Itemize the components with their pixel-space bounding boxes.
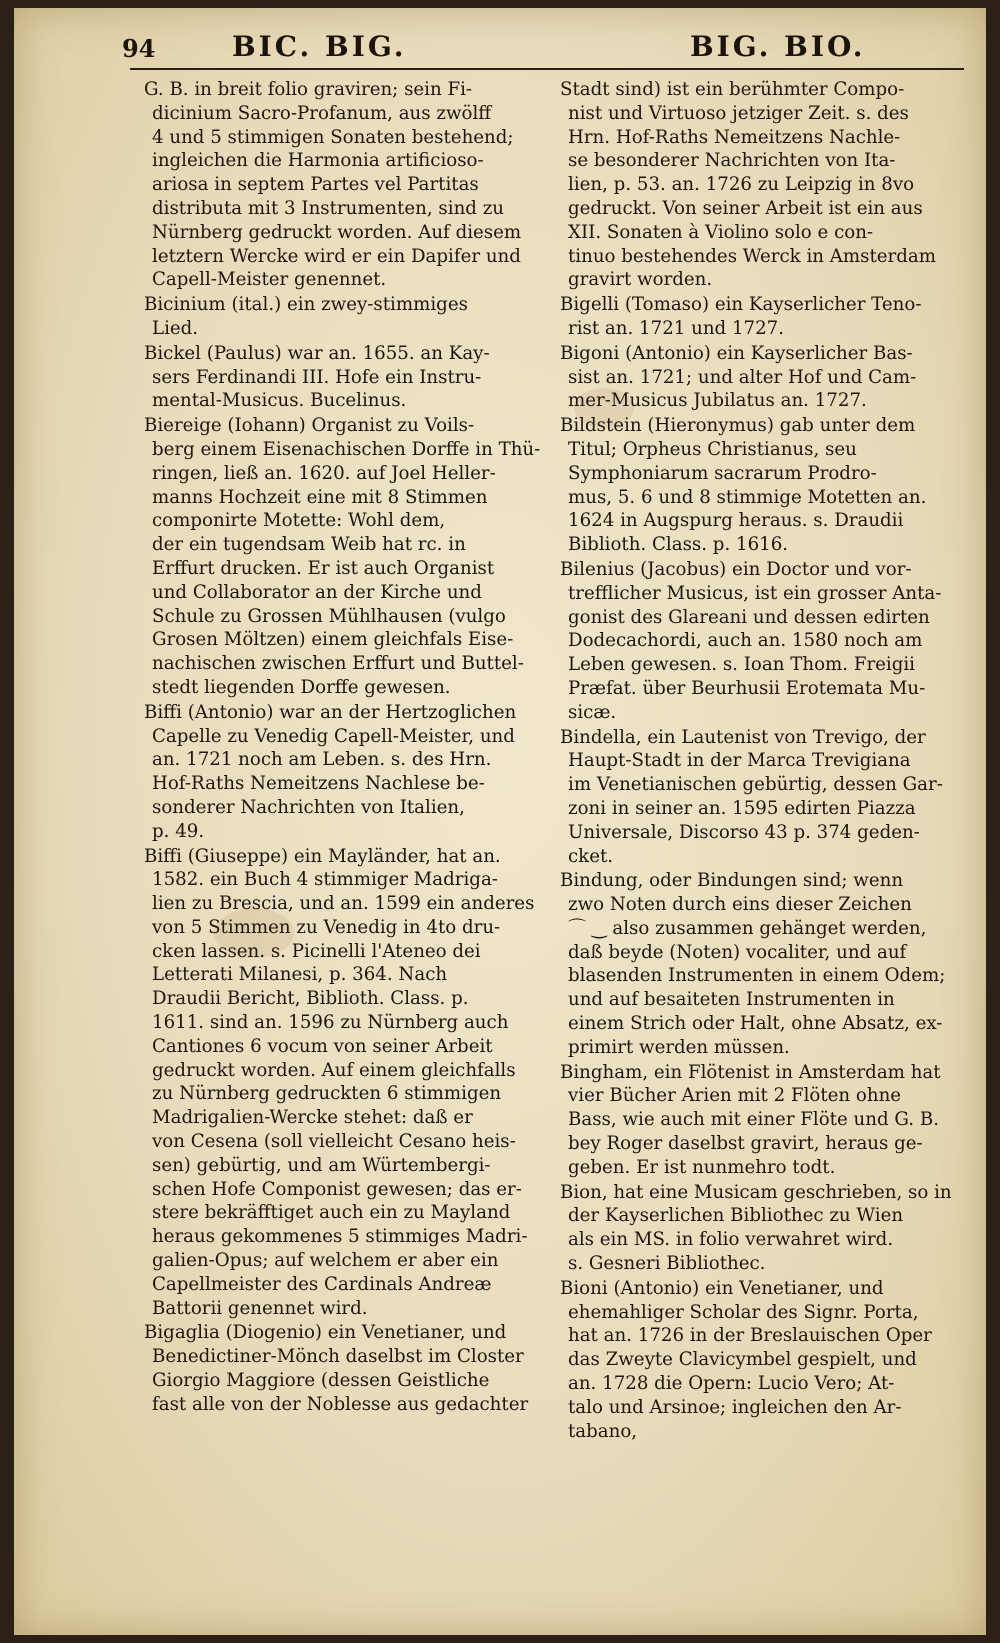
entry-line: einem Strich oder Halt, ohne Absatz, ex- <box>568 1013 943 1035</box>
entry-line: cket. <box>568 845 614 867</box>
entry-line: nachischen zwischen Erffurt und Buttel- <box>152 653 524 675</box>
entry-line: Bindung, oder Bindungen sind; wenn <box>560 870 904 892</box>
entry-line: talo und Arsinoe; ingleichen den Ar- <box>568 1396 902 1418</box>
dictionary-entry <box>144 414 546 700</box>
entry-line: Lied. <box>152 317 199 339</box>
dictionary-entry <box>560 726 970 869</box>
entry-line: Grosen Möltzen) einem gleichfals Eise- <box>152 629 514 651</box>
entry-line: sicæ. <box>568 701 617 723</box>
entry-line: Bion, hat eine Musicam geschrieben, so in <box>560 1181 952 1203</box>
entry-line: gedruckt worden. Auf einem gleichfalls <box>152 1059 516 1081</box>
entry-line: tinuo bestehendes Werck in Amsterdam <box>568 245 936 267</box>
entry-line: Madrigalien-Wercke stehet: daß er <box>152 1107 473 1129</box>
entry-line: das Zweyte Clavicymbel gespielt, und <box>568 1349 917 1371</box>
entry-line: Dodecachordi, auch an. 1580 noch am <box>568 630 923 652</box>
entry-line: Stadt sind) ist ein berühmter Compo- <box>560 79 905 100</box>
entry-line: Bigaglia (Diogenio) ein Venetianer, und <box>144 1322 507 1344</box>
entry-line: sonderer Nachrichten von Italien, <box>152 796 465 818</box>
entry-line: ariosa in septem Partes vel Partitas <box>152 174 479 196</box>
entry-line: als ein MS. in folio verwahret wird. <box>568 1229 894 1251</box>
dictionary-entry <box>560 558 970 725</box>
page-number: 94 <box>122 34 156 63</box>
dictionary-entry <box>560 78 970 292</box>
entry-line: und auf besaiteten Instrumenten in <box>568 989 895 1011</box>
right-running-head: BIG. BIO. <box>690 30 866 63</box>
entry-line: stedt liegenden Dorffe gewesen. <box>152 676 451 698</box>
dictionary-entry <box>560 1277 970 1444</box>
entry-line: mus, 5. 6 und 8 stimmige Motetten an. <box>568 486 927 508</box>
entry-line: zwo Noten durch eins dieser Zeichen <box>568 894 912 916</box>
entry-line: fast alle von der Noblesse aus gedachter <box>152 1393 529 1415</box>
entry-line: Biblioth. Class. p. 1616. <box>568 534 789 556</box>
entry-line: schen Hofe Componist gewesen; das er- <box>152 1178 522 1200</box>
entry-line: sen) gebürtig, und am Würtembergi- <box>152 1154 491 1176</box>
entry-line: Hrn. Hof-Raths Nemeitzens Nachle- <box>568 126 901 148</box>
entry-line: Cantiones 6 vocum von seiner Arbeit <box>152 1035 493 1057</box>
dictionary-entry <box>144 342 546 413</box>
entry-line: im Venetianischen gebürtig, dessen Gar- <box>568 774 943 796</box>
entry-line: rist an. 1721 und 1727. <box>568 317 785 339</box>
dictionary-entry <box>560 342 970 413</box>
entry-line: Titul; Orpheus Christianus, seu <box>568 438 857 460</box>
entry-line: Bicinium (ital.) ein zwey-stimmiges <box>144 294 468 316</box>
entry-line: nist und Virtuoso jetziger Zeit. s. des <box>568 102 909 124</box>
dictionary-entry <box>560 1061 970 1180</box>
entry-line: heraus gekommenes 5 stimmiges Madri- <box>152 1226 528 1248</box>
entry-line: sist an. 1721; und alter Hof und Cam- <box>568 366 917 388</box>
entry-line: Capelle zu Venedig Capell-Meister, und <box>152 725 515 747</box>
dictionary-entry <box>144 78 546 292</box>
header-rule <box>130 68 964 70</box>
left-column <box>144 78 546 1418</box>
entry-line: Bickel (Paulus) war an. 1655. an Kay- <box>144 342 490 364</box>
entry-line: ingleichen die Harmonia artificioso- <box>152 150 484 172</box>
entry-line: trefflicher Musicus, ist ein grosser Anta- <box>568 582 942 604</box>
entry-line: und Collaborator an der Kirche und <box>152 581 482 603</box>
entry-line: Biffi (Antonio) war an der Hertzoglichen <box>144 701 517 723</box>
entry-line: 4 und 5 stimmigen Sonaten bestehend; <box>152 126 514 148</box>
entry-line: Hof-Raths Nemeitzens Nachlese be- <box>152 773 485 795</box>
entry-line: galien-Opus; auf welchem er aber ein <box>152 1250 499 1272</box>
entry-line: cken lassen. s. Picinelli l'Ateneo dei <box>152 940 481 962</box>
entry-line: mer-Musicus Jubilatus an. 1727. <box>568 390 867 412</box>
dictionary-entry <box>560 1181 970 1276</box>
dictionary-entry <box>144 845 546 1321</box>
entry-line: tabano, <box>568 1420 638 1442</box>
entry-line: ⌒ ‿ also zusammen gehänget werden, <box>568 917 927 939</box>
entry-line: Benedictiner-Mönch daselbst im Closter <box>152 1346 524 1368</box>
entry-line: von Cesena (soll vielleicht Cesano heis- <box>152 1131 516 1153</box>
entry-line: Bioni (Antonio) ein Venetianer, und <box>560 1277 884 1299</box>
entry-line: von 5 Stimmen zu Venedig in 4to dru- <box>152 916 501 938</box>
entry-line: Bigelli (Tomaso) ein Kayserlicher Teno- <box>560 294 922 316</box>
entry-line: Draudii Bericht, Biblioth. Class. p. <box>152 988 469 1010</box>
entry-line: primirt werden müssen. <box>568 1036 790 1058</box>
entry-line: Bildstein (Hieronymus) gab unter dem <box>560 415 916 437</box>
entry-line: an. 1728 die Opern: Lucio Vero; At- <box>568 1373 895 1395</box>
entry-line: mental-Musicus. Bucelinus. <box>152 390 407 412</box>
entry-line: Bindella, ein Lautenist von Trevigo, der <box>560 726 926 748</box>
entry-line: zu Nürnberg gedruckten 6 stimmigen <box>152 1083 502 1105</box>
entry-line: Battorii genennet wird. <box>152 1297 368 1319</box>
entry-line: G. B. in breit folio graviren; sein Fi- <box>144 79 473 100</box>
entry-line: Symphoniarum sacrarum Prodro- <box>568 462 877 484</box>
entry-line: distributa mit 3 Instrumenten, sind zu <box>152 197 505 219</box>
entry-line: geben. Er ist nunmehro todt. <box>568 1156 836 1178</box>
entry-line: Letterati Milanesi, p. 364. Nach <box>152 964 448 986</box>
entry-line: Bilenius (Jacobus) ein Doctor und vor- <box>560 558 912 580</box>
entry-line: Biffi (Giuseppe) ein Mayländer, hat an. <box>144 845 501 867</box>
entry-line: p. 49. <box>152 820 205 842</box>
entry-line: Bingham, ein Flötenist in Amsterdam hat <box>560 1061 941 1083</box>
entry-line: Universale, Discorso 43 p. 374 geden- <box>568 821 920 843</box>
entry-line: s. Gesneri Bibliothec. <box>568 1253 766 1275</box>
entry-line: Præfat. über Beurhusii Erotemata Mu- <box>568 677 926 699</box>
entry-line: letztern Wercke wird er ein Dapifer und <box>152 245 521 267</box>
entry-line: manns Hochzeit eine mit 8 Stimmen <box>152 486 488 508</box>
dictionary-entry <box>144 293 546 341</box>
dictionary-entry <box>144 1321 546 1416</box>
dictionary-entry <box>560 414 970 557</box>
entry-line: hat an. 1726 in der Breslauischen Oper <box>568 1325 932 1347</box>
entry-line: Capellmeister des Cardinals Andreæ <box>152 1273 492 1295</box>
entry-line: ehemahliger Scholar des Signr. Porta, <box>568 1301 919 1323</box>
entry-line: Schule zu Grossen Mühlhausen (vulgo <box>152 605 506 627</box>
entry-line: gedruckt. Von seiner Arbeit ist ein aus <box>568 197 923 219</box>
right-column <box>560 78 970 1444</box>
entry-line: dicinium Sacro-Profanum, aus zwölff <box>152 102 492 124</box>
dictionary-entry <box>560 293 970 341</box>
entry-line: stere bekräfftiget auch ein zu Mayland <box>152 1202 511 1224</box>
entry-line: ringen, ließ an. 1620. auf Joel Heller- <box>152 462 496 484</box>
entry-line: Leben gewesen. s. Ioan Thom. Freigii <box>568 654 915 676</box>
entry-line: gravirt worden. <box>568 269 713 291</box>
entry-line: zoni in seiner an. 1595 edirten Piazza <box>568 797 916 819</box>
entry-line: gonist des Glareani und dessen edirten <box>568 606 930 628</box>
entry-line: Biereige (Iohann) Organist zu Voils- <box>144 415 475 437</box>
dictionary-entry <box>560 869 970 1059</box>
entry-line: lien zu Brescia, und an. 1599 ein anderes <box>152 893 535 915</box>
entry-line: XII. Sonaten à Violino solo e con- <box>568 221 874 243</box>
entry-line: se besonderer Nachrichten von Ita- <box>568 150 896 172</box>
entry-line: Erffurt drucken. Er ist auch Organist <box>152 557 495 579</box>
entry-line: 1624 in Augspurg heraus. s. Draudii <box>568 510 904 532</box>
entry-line: 1582. ein Buch 4 stimmiger Madriga- <box>152 869 498 891</box>
entry-line: 1611. sind an. 1596 zu Nürnberg auch <box>152 1012 509 1034</box>
running-header <box>14 24 986 74</box>
entry-line: an. 1721 noch am Leben. s. des Hrn. <box>152 749 492 771</box>
entry-line: vier Bücher Arien mit 2 Flöten ohne <box>568 1085 902 1107</box>
entry-line: componirte Motette: Wohl dem, <box>152 510 446 532</box>
entry-line: Bass, wie auch mit einer Flöte und G. B. <box>568 1109 939 1131</box>
entry-line: daß beyde (Noten) vocaliter, und auf <box>568 941 907 963</box>
entry-line: Bigoni (Antonio) ein Kayserlicher Bas- <box>560 342 913 364</box>
entry-line: sers Ferdinandi III. Hofe ein Instru- <box>152 366 482 388</box>
entry-line: berg einem Eisenachischen Dorffe in Thü- <box>152 438 541 460</box>
left-running-head: BIC. BIG. <box>232 30 407 63</box>
book-page <box>14 8 986 1635</box>
entry-line: Haupt-Stadt in der Marca Trevigiana <box>568 750 911 772</box>
entry-line: Giorgio Maggiore (dessen Geistliche <box>152 1370 490 1392</box>
entry-line: blasenden Instrumenten in einem Odem; <box>568 965 946 987</box>
entry-line: lien, p. 53. an. 1726 zu Leipzig in 8vo <box>568 174 915 196</box>
entry-line: der ein tugendsam Weib hat rc. in <box>152 534 466 556</box>
entry-line: Nürnberg gedruckt worden. Auf diesem <box>152 221 522 243</box>
entry-line: bey Roger daselbst gravirt, heraus ge- <box>568 1133 923 1155</box>
dictionary-entry <box>144 701 546 844</box>
entry-line: der Kayserlichen Bibliothec zu Wien <box>568 1205 904 1227</box>
entry-line: Capell-Meister genennet. <box>152 269 387 291</box>
